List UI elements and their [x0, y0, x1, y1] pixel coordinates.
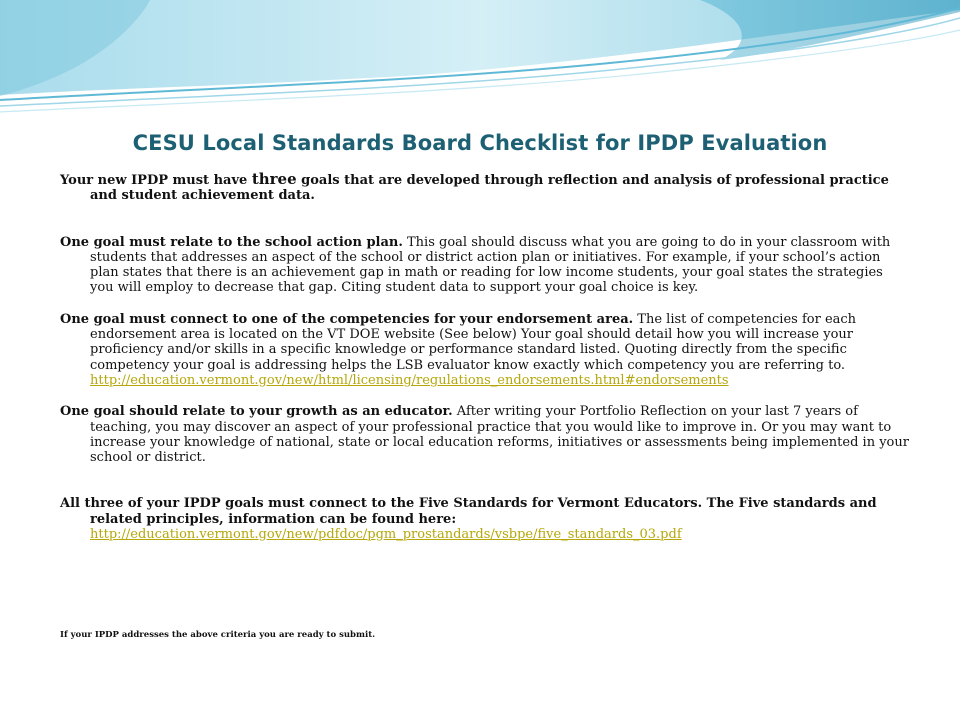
intro-post: goals that are developed through reflection and analysis of professional practice and student achievement data.: [90, 173, 889, 204]
slide-title: CESU Local Standards Board Checklist for IPDP Evaluation: [132, 131, 828, 155]
header-wave-decoration: [0, 0, 960, 120]
spacer: [60, 465, 910, 496]
standards-paragraph: [60, 496, 910, 542]
intro-emphasis: three: [251, 170, 297, 188]
standards-text: All three of your IPDP goals must connect to the Five Standards for Vermont Educators. The Five standards and related principles, information can be found here:: [60, 496, 877, 527]
checklist-body: [60, 172, 910, 641]
goal-growth-paragraph: [60, 404, 910, 465]
goal-growth-lead: One goal should relate to your growth as an educator.: [60, 404, 453, 420]
five-standards-link[interactable]: http://education.vermont.gov/new/pdfdoc/pgm_prostandards/vsbpe/five_standards_03.pdf: [90, 527, 682, 543]
goal-growth-body: After writing your Portfolio Reflection on your last 7 years of teaching, you may discover an aspect of your professional practice that you would like to improve in. Or you may want to increase your knowledge of national, state or local education reforms, initiatives or assessments being implemented in your school or district.: [90, 404, 909, 466]
endorsements-link[interactable]: http://education.vermont.gov/new/html/licensing/regulations_endorsements.html#endorsements: [90, 372, 729, 388]
spacer: [60, 296, 910, 312]
goal-action-plan-paragraph: [60, 235, 910, 296]
goal-competency-body: The list of competencies for each endorsement area is located on the VT DOE website (See below) Your goal should detail how you will increase your proficiency and/or skills in a specific knowledge or performance standard listed. Quoting directly from the specific competency your goal is addressing helps the LSB evaluator know exactly which competency you are referring to.: [90, 311, 857, 373]
spacer: [60, 204, 910, 235]
goal-action-plan-lead: One goal must relate to the school action plan.: [60, 234, 403, 250]
intro-paragraph: [60, 172, 910, 204]
submit-note: If your IPDP addresses the above criteria you are ready to submit.: [60, 630, 376, 641]
spacer: [60, 542, 910, 630]
intro-pre: Your new IPDP must have: [60, 173, 252, 188]
goal-competency-lead: One goal must connect to one of the competencies for your endorsement area.: [60, 311, 634, 327]
goal-competency-paragraph: [60, 312, 910, 388]
spacer: [60, 388, 910, 404]
goal-action-plan-body: This goal should discuss what you are going to do in your classroom with students that addresses an aspect of the school or district action plan or initiatives. For example, if your school’s action plan states that there is an achievement gap in math or reading for low income students, your goal states the strategies you will employ to decrease that gap. Citing student data to support your goal choice is key.: [90, 234, 891, 296]
